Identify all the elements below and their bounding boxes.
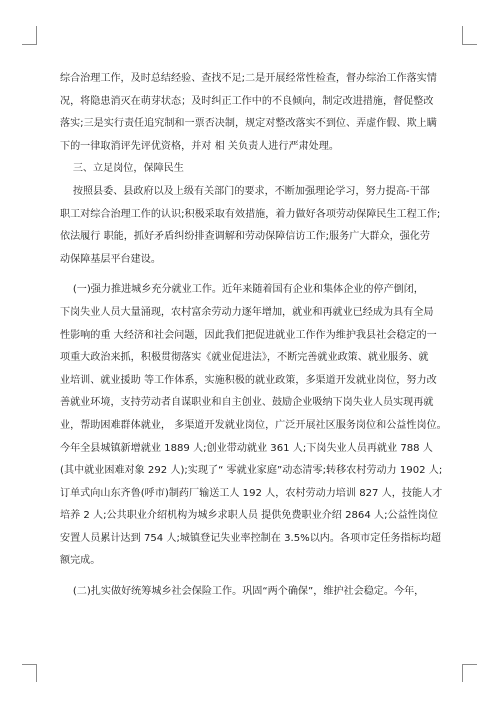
text-line: 项重大政治来抓，积极贯彻落实《就业促进法》，不断完善就业政策、就业服务、就: [60, 352, 429, 364]
section-heading: 三、立足岗位，保障民生: [60, 163, 184, 175]
text-line: 落实;三是实行责任追究制和一票否决制，规定对整改落实不到位、弄虚作假、欺上瞒: [60, 118, 437, 130]
crop-mark-top-right-h: [462, 44, 477, 45]
text-line: 况，将隐患消灭在萌芽状态；及时纠正工作中的不良倾向，制定改进措施，督促整改: [60, 95, 434, 107]
text-line: 职工对综合治理工作的认识;积极采取有效措施，着力做好各项劳动保障民生工程工作;: [60, 208, 441, 220]
crop-mark-bottom-right-h: [462, 664, 477, 665]
text-line: (其中就业困难对象 292 人);实现了“ 零就业家庭”动态清零;转移农村劳动力 1902 人;: [60, 465, 443, 477]
text-line: 依法履行 职能，抓好矛盾纠纷排查调解和劳动保障信访工作;服务广大群众，强化劳: [60, 231, 430, 243]
crop-mark-bottom-left-v: [36, 664, 37, 682]
text-line: 今年全县城镇新增就业 1889 人;创业带动就业 361 人;下岗失业人员再就业 788 人: [60, 442, 433, 454]
paragraph-gap: [60, 271, 448, 279]
text-line: 综合治理工作，及时总结经验、查找不足;二是开展经常性检查，督办综治工作落实情: [60, 73, 437, 84]
text-line: 安置人员累计达到 754 人;城镇登记失业率控制在 3.5%以内。各项市定任务指标均超: [60, 532, 441, 544]
text-line: 额完成。: [60, 555, 101, 567]
crop-mark-bottom-right-v: [462, 664, 463, 682]
text-line: 业培训、就业援助 等工作体系，实施积极的就业政策，多渠道开发就业岗位，努力改: [60, 374, 437, 386]
crop-mark-top-left-v: [36, 26, 37, 44]
subsection-heading-line: (二)扎实做好统筹城乡社会保险工作。巩固“两个确保”，维护社会稳定。今年，: [60, 586, 425, 598]
text-line: 培养 2 人;公共职业介绍机构为城乡求职人员 提供免费职业介绍 2864 人;公益性岗位: [60, 510, 438, 522]
text-line: 订单式向山东齐鲁(呼市)制药厂输送工人 192 人，农村劳动力培训 827 人，技能人才: [60, 487, 443, 499]
crop-mark-bottom-left-h: [22, 664, 37, 665]
text-line: 业，帮助困难群体就业， 多渠道开发就业岗位，广泛开展社区服务岗位和公益性岗位。: [60, 419, 447, 431]
text-line: 性影响的重 大经济和社会问题，因此我们把促进就业工作作为维护我县社会稳定的一: [60, 329, 437, 341]
paragraph-gap: [60, 573, 448, 581]
text-line: 动保障基层平台建设。: [60, 253, 161, 265]
text-line: 下的一律取消评先评优资格，并对 相 关负责人进行严肃处理。: [60, 140, 339, 152]
text-line: 下岗失业人员大量涌现，农村富余劳动力逐年增加，就业和再就业已经成为具有全局: [60, 306, 434, 318]
text-line: 善就业环境，支持劳动者自谋职业和自主创业、鼓励企业吸纳下岗失业人员实现再就: [60, 397, 434, 409]
subsection-heading-line: (一)强力推进城乡充分就业工作。近年来随着国有企业和集体企业的停产倒闭，: [60, 284, 424, 296]
document-body: [60, 68, 448, 604]
crop-mark-top-right-v: [462, 26, 463, 44]
text-line: 按照县委、县政府以及上级有关部门的要求，不断加强理论学习，努力提高-干部: [60, 185, 430, 197]
crop-mark-top-left-h: [22, 44, 37, 45]
